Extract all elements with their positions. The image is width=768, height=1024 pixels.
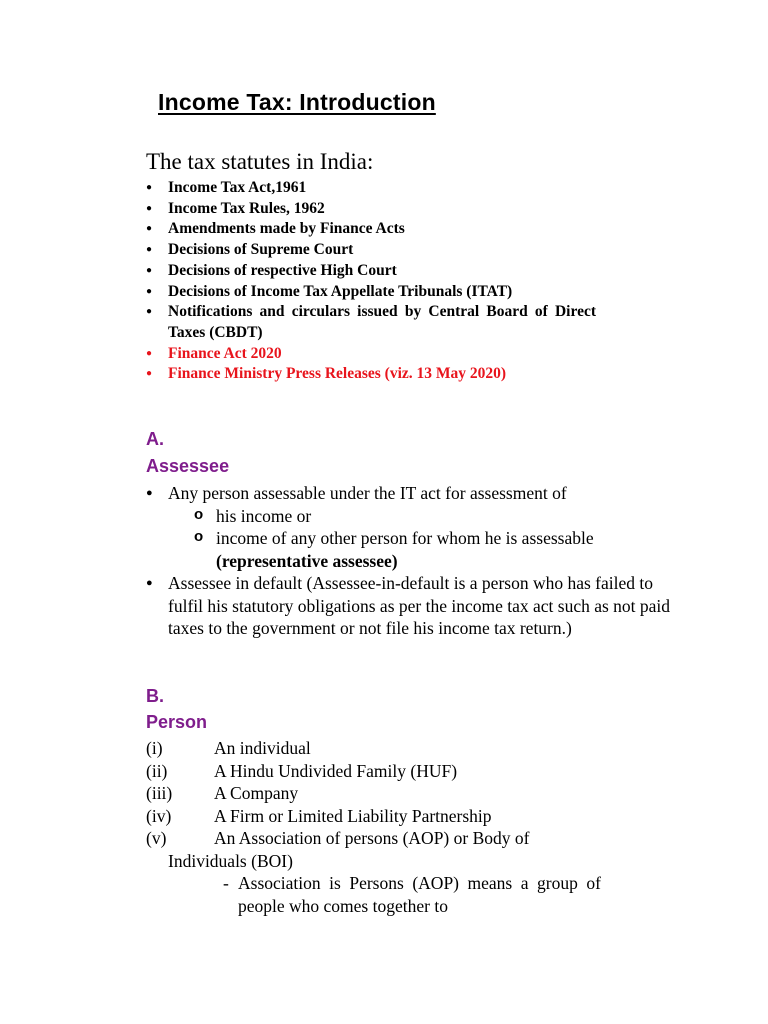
item-text: A Hindu Undivided Family (HUF) xyxy=(214,760,458,781)
sub-item-text: income of any other person for whom he is assessable xyxy=(216,528,594,548)
list-item xyxy=(146,760,601,783)
dash-list-item: - Association is Persons (AOP) means a group of people who comes together to xyxy=(146,872,601,917)
sub-list-item xyxy=(146,527,736,572)
persons-list xyxy=(146,737,601,917)
item-number: (ii) xyxy=(146,760,168,781)
sub-item-text: his income or xyxy=(216,505,312,526)
item-number: (i) xyxy=(146,738,163,758)
list-item xyxy=(146,827,601,850)
item-continuation: Individuals (BOI) xyxy=(168,850,293,871)
list-item: ● Income Tax Act,1961 xyxy=(146,178,596,199)
section-a-title: Assessee xyxy=(146,456,230,476)
list-item: ● Any person assessable under the IT act for assessment of xyxy=(146,482,688,505)
item-number: (v) xyxy=(146,828,167,848)
list-item: ● Assessee in default (Assessee-in-default is a person who has failed to fulfil his statutory obligations as per the income tax act such as not paid taxes to the government or not file his income tax return.) xyxy=(146,572,688,640)
section-a-letter: A. xyxy=(146,429,164,449)
list-item: ● Decisions of respective High Court xyxy=(146,261,596,282)
list-item xyxy=(146,782,601,805)
sub-item-bold: (representative assessee) xyxy=(216,550,398,571)
list-item: ● Amendments made by Finance Acts xyxy=(146,219,596,240)
statutes-heading: The tax statutes in India: xyxy=(146,149,374,174)
item-number: (iii) xyxy=(146,783,173,803)
list-item: ● Notifications and circulars issued by Central Board of Direct Taxes (CBDT) xyxy=(146,302,596,343)
item-text: An Association of persons (AOP) or Body of xyxy=(214,828,530,848)
list-item: ● Decisions of Supreme Court xyxy=(146,240,596,261)
section-b-letter: B. xyxy=(146,686,164,706)
list-item: ● Decisions of Income Tax Appellate Tribunals (ITAT) xyxy=(146,282,596,303)
assessee-list xyxy=(146,482,671,640)
item-number: (iv) xyxy=(146,805,172,826)
section-b-title: Person xyxy=(146,712,208,732)
list-item xyxy=(146,805,601,828)
page-title: Income Tax: Introduction xyxy=(158,89,436,115)
list-item: ● Income Tax Rules, 1962 xyxy=(146,199,596,220)
list-item xyxy=(146,737,601,760)
item-text: An individual xyxy=(214,738,311,758)
statutes-list xyxy=(146,178,596,385)
sub-list-item xyxy=(146,505,601,528)
list-item-highlighted: ● Finance Ministry Press Releases (viz. 13 May 2020) xyxy=(146,364,596,385)
item-text: A Firm or Limited Liability Partnership xyxy=(214,805,492,826)
item-text: A Company xyxy=(214,783,299,803)
list-item-highlighted: ● Finance Act 2020 xyxy=(146,344,596,365)
